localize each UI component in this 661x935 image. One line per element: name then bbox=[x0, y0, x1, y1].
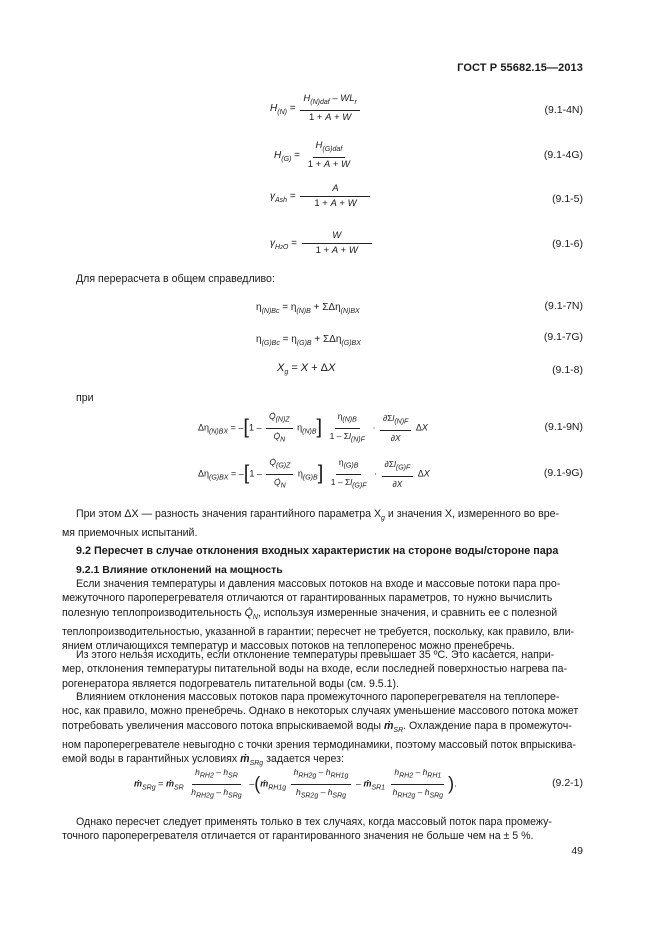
p2-line: мер, отклонения температуры питательной воды на входе, если последней поверхностью нагрева па- bbox=[62, 663, 567, 676]
equation-number: (9.1-4G) bbox=[543, 149, 583, 161]
p2-line: Из этого нельзя исходить, если отклонение температуры превышает 35 ºС. Это касается, напри- bbox=[76, 649, 555, 661]
pri-label: при bbox=[76, 392, 94, 404]
p3-line: потребовать увеличения массового потока впрыскиваемой воды bbox=[62, 719, 382, 732]
equation-number: (9.1-5) bbox=[552, 193, 583, 205]
paragraph-4 bbox=[62, 815, 586, 844]
section-heading-9-2: 9.2 Пересчет в случае отклонения входных характеристик на стороне воды/стороне пара bbox=[76, 545, 559, 557]
delta-x-text-a: При этом ΔX — разность значения гарантийного параметра X bbox=[76, 508, 382, 520]
p1-line: межуточного пароперегревателя отличаются от гарантированных параметров, то нужно вычислить bbox=[62, 592, 553, 605]
formula-9-1-8: $X_g = X + \Delta X$ bbox=[277, 362, 336, 377]
formula-9-1-7G: $\eta_{(G)Bc} = \eta_{(G)B} + \Sigma\Delta\eta_{(G)BX}$ bbox=[256, 334, 361, 347]
recalc-intro: Для перерасчета в общем справедливо: bbox=[76, 273, 275, 285]
p3-line: задается через: bbox=[263, 753, 344, 766]
page-number: 49 bbox=[571, 845, 583, 857]
p1-line: теплопроизводительностью, указанной в гарантии; пересчет не требуется, поскольку, как правило, вли- bbox=[62, 626, 575, 638]
p3-line: Влиянием отклонения массовых потоков пара промежуточного пароперегревателя на теплопере- bbox=[76, 691, 560, 703]
p2-line: рогенератора является подогреватель питательной воды (см. 9.5.1). bbox=[62, 677, 399, 690]
p3-line: ном пароперегревателе невыгодно с точки зрения термодинамики, поэтому массовый поток впрыскива- bbox=[62, 739, 576, 751]
equation-number: (9.2-1) bbox=[552, 777, 583, 789]
equation-number: (9.1-9G) bbox=[543, 467, 583, 479]
p1-line: полезную теплопроизводительность bbox=[62, 606, 242, 619]
equation-number: (9.1-7G) bbox=[543, 331, 583, 343]
formula-9-1-9N: $\Delta\eta_{(N)BX} = -[1$ – $\frac{Q̇_{(N)Z}}{Q̇_N}$ $\eta_{(N)B}$] $\frac{\eta_{(N)B}}{1 - \Sigma l_{(N)F}}$ · $\frac{\partial\Sigma l_{(N)F}}{\partial X}$ ΔX bbox=[198, 411, 428, 444]
p3-line: нос, как правило, можно пренебречь. Однако в некоторых случаях уменьшение массового потока может bbox=[62, 705, 579, 718]
formula-9-1-6: $\gamma_{H2O}$ = $\frac{W}{1 + A + W}$ bbox=[270, 230, 374, 257]
p1-line: Если значения температуры и давления массовых потоков на входе и массовые потоки пара про- bbox=[76, 578, 561, 590]
delta-x-text-c: мя приемочных испытаний. bbox=[62, 527, 198, 540]
section-heading-9-2-1: 9.2.1 Влияние отклонений на мощность bbox=[76, 564, 283, 576]
p1-line: , используя измеренные значения, и сравнить ее с полезной bbox=[257, 606, 558, 619]
p4-line: Однако пересчет следует применять только в тех случаях, когда массовый поток пара промежу- bbox=[76, 816, 552, 828]
delta-x-paragraph: При этом ΔX — разность значения гарантийного параметра $X_g$ и значения X, измеренного во вре- мя приемочных испытаний. bbox=[62, 507, 586, 541]
paragraph-1: Если значения температуры и давления массовых потоков на входе и массовые потоки пара про- межуточного пароперегревателя отличаются от гарантированных параметров, то нужно вычислить полезную теплопроизводительность $Q̇_N$, используя измеренные значения, и сравнить ее с полезной теплопроизводительностью, указанной в гарантии; пересчет не требуется, поскольку, как правило, вли- янием отличающихся температур и массовых потоков на теплоперенос можно пренебречь. bbox=[62, 577, 586, 654]
formula-9-1-4N: $H_{(N)}$ = $\frac{H_{(N)daf} - WL_r}{1 + A + W}$ bbox=[270, 93, 362, 124]
equation-number: (9.1-4N) bbox=[544, 104, 583, 116]
equation-number: (9.1-6) bbox=[552, 238, 583, 250]
paragraph-2 bbox=[62, 648, 586, 691]
p3-line: емой воды в гарантийных условиях bbox=[62, 753, 238, 766]
equation-number: (9.1-9N) bbox=[544, 421, 583, 433]
equation-number: (9.1-7N) bbox=[544, 300, 583, 312]
p4-line: точного пароперегревателя отличается от гарантированного значения не больше чем на ± 5 %. bbox=[62, 830, 534, 843]
p1-line: янием отличающихся температур и массовых потоков на теплоперенос можно пренебречь. bbox=[62, 640, 515, 653]
p3-line: . Охлаждение пара в промежуточ- bbox=[403, 719, 572, 732]
standard-header: ГОСТ Р 55682.15—2013 bbox=[457, 62, 583, 74]
equation-number: (9.1-8) bbox=[552, 364, 583, 376]
delta-x-text-b: и значения X, измеренного во вре- bbox=[384, 508, 560, 520]
formula-9-2-1: ṁ$_{SRg}$ = ṁ$_{SR}$ $\frac{h_{RH2} - h_{SR}}{h_{RH2g} - h_{SRg}}$ –(ṁ$_{RH1g}$ $\frac{h_{RH2g} - h_{RH1g}}{h_{SR2g} - h_{SRg}}$ – ṁ$_{SR1}$ $\frac{h_{RH2} - h_{RH1}}{h_{RH2g} - h_{SRg}}$ ). bbox=[134, 767, 457, 800]
formula-9-1-7N: $\eta_{(N)Bc} = \eta_{(N)B} + \Sigma\Delta\eta_{(N)BX}$ bbox=[256, 302, 360, 315]
formula-9-1-9G: $\Delta\eta_{(G)BX} = -[1$ – $\frac{Q̇_{(G)Z}}{Q̇_N}$ $\eta_{(G)B}$] $\frac{\eta_{(G)B}}{1 - \Sigma l_{(G)F}}$ · $\frac{\partial\Sigma l_{(G)F}}{\partial X}$ ΔX bbox=[198, 457, 430, 490]
formula-9-1-5: $\gamma_{Ash}$ = $\frac{A}{1 + A + W}$ bbox=[270, 183, 372, 210]
paragraph-3: Влиянием отклонения массовых потоков пара промежуточного пароперегревателя на теплопере- нос, как правило, можно пренебречь. Однако в некоторых случаях уменьшение массового потока может потребовать увеличения массового потока впрыскиваемой воды ṁ$_{SR}$. Охлаждение пара в промежуточ- ном пароперегревателе невыгодно с точки зрения термодинамики, поэтому массовый поток впрыскива- емой воды в гарантийных условиях ṁ$_{SRg}$ задается через: bbox=[62, 690, 586, 772]
formula-9-1-4G: $H_{(G)}$ = $\frac{H_{(G)daf}}{1 + A + W}$ bbox=[274, 140, 351, 170]
